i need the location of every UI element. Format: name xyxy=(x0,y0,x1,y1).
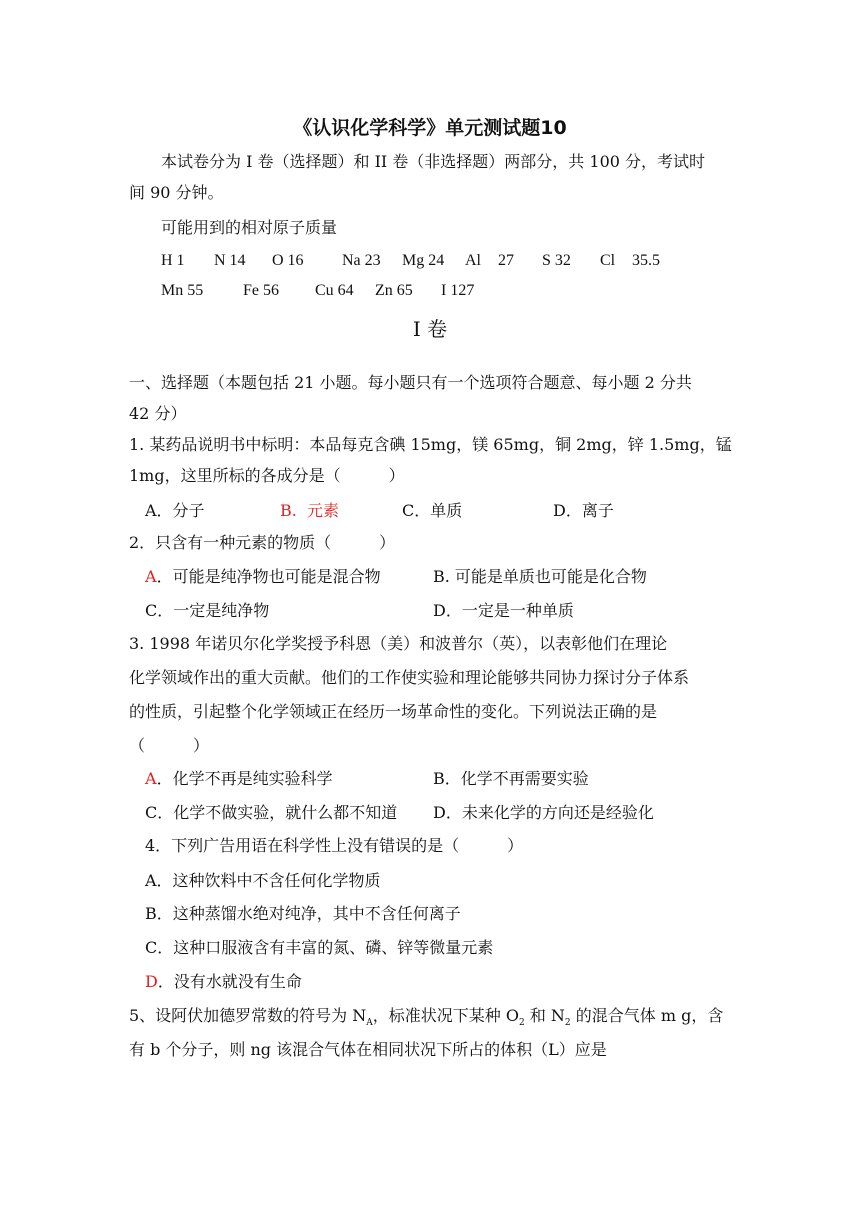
q2-option-b: B. 可能是单质也可能是化合物 xyxy=(433,567,647,586)
q4-option-a: A．这种饮料中不含任何化学物质 xyxy=(145,871,381,890)
q1-line-1: 1. 某药品说明书中标明：本品每克含碘 15mg，镁 65mg，铜 2mg，锌 1.5mg，锰 xyxy=(129,435,732,454)
q3-option-a xyxy=(145,768,333,790)
q4-option-c: C．这种口服液含有丰富的氮、磷、锌等微量元素 xyxy=(145,938,494,957)
mass-al: Al xyxy=(465,252,481,269)
q1-option-b-text: 元素 xyxy=(307,501,340,520)
q5-line-1 xyxy=(129,1005,723,1034)
part1-line-2: 42 分） xyxy=(129,404,187,423)
q4-stem: 4．下列广告用语在科学性上没有错误的是（ ） xyxy=(145,836,524,855)
q3-line-2: 化学领域作出的重大贡献。他们的工作使实验和理论能够共同协力探讨分子体系 xyxy=(129,668,690,687)
q3-line-1: 3. 1998 年诺贝尔化学奖授予科恩（美）和波普尔（英），以表彰他们在理论 xyxy=(129,634,668,653)
q4-option-d-letter: D xyxy=(145,972,158,991)
q5-line-2: 有 b 个分子，则 ng 该混合气体在相同状况下所占的体积（L）应是 xyxy=(129,1040,607,1059)
mass-o: O 16 xyxy=(272,252,304,269)
q3-line-4: （ ） xyxy=(129,736,210,755)
q2-option-c: C．一定是纯净物 xyxy=(145,601,270,620)
q5-sub-a: A xyxy=(366,1018,373,1029)
mass-mn: Mn 55 xyxy=(161,282,204,299)
q1-option-d: D．离子 xyxy=(553,501,614,520)
mass-h: H 1 xyxy=(161,252,185,269)
q2-option-d: D．一定是一种单质 xyxy=(433,601,574,620)
q3-line-3: 的性质，引起整个化学领域正在经历一场革命性的变化。下列说法正确的是 xyxy=(129,702,658,721)
q4-option-d-text: ．没有水就没有生命 xyxy=(157,972,302,991)
q5-sub-2a: 2 xyxy=(519,1018,525,1029)
q1-option-b-letter: B. xyxy=(280,501,297,520)
q5-text-2: ，标准状况下某种 O xyxy=(372,1006,519,1025)
q1-option-b xyxy=(280,500,339,522)
mass-n: N 14 xyxy=(214,252,246,269)
q4-option-d xyxy=(145,971,302,993)
q3-option-c: C．化学不做实验，就什么都不知道 xyxy=(145,803,398,822)
q2-option-a-text: ．可能是纯净物也可能是混合物 xyxy=(156,567,381,586)
mass-heading: 可能用到的相对原子质量 xyxy=(161,218,338,237)
document-title: 《认识化学科学》单元测试题10 xyxy=(293,117,567,139)
mass-mg: Mg 24 xyxy=(402,252,445,269)
q5-sub-2b: 2 xyxy=(564,1018,571,1029)
q1-option-c: C．单质 xyxy=(402,501,463,520)
mass-zn: Zn 65 xyxy=(375,282,413,299)
mass-cl: Cl xyxy=(600,252,616,269)
q2-option-a-letter: A xyxy=(145,567,157,586)
q2-option-a xyxy=(145,566,381,588)
mass-al-value: 27 xyxy=(498,252,514,269)
q3-option-d: D．未来化学的方向还是经验化 xyxy=(433,803,654,822)
q4-option-b: B．这种蒸馏水绝对纯净，其中不含任何离子 xyxy=(145,904,461,923)
q5-text-1: 5、设阿伏加德罗常数的符号为 N xyxy=(129,1006,367,1025)
q3-option-b: B．化学不再需要实验 xyxy=(433,769,589,788)
mass-s: S 32 xyxy=(542,252,571,269)
q3-option-a-text: ．化学不再是纯实验科学 xyxy=(156,769,333,788)
mass-i: I 127 xyxy=(441,282,475,299)
mass-na: Na 23 xyxy=(342,252,381,269)
intro-line-1: 本试卷分为 I 卷（选择题）和 II 卷（非选择题）两部分，共 100 分，考试时 xyxy=(161,152,706,171)
q1-option-a: A．分子 xyxy=(145,501,205,520)
section-title: I 卷 xyxy=(412,317,448,341)
mass-fe: Fe 56 xyxy=(243,282,279,299)
q3-option-a-letter: A xyxy=(145,769,157,788)
q5-text-4: 的混合气体 m g，含 xyxy=(570,1006,724,1025)
mass-cl-value: 35.5 xyxy=(632,252,660,269)
q2-stem: 2．只含有一种元素的物质（ ） xyxy=(129,533,396,552)
part1-line-1: 一、选择题（本题包括 21 小题。每小题只有一个选项符合题意、每小题 2 分共 xyxy=(129,373,692,392)
mass-cu: Cu 64 xyxy=(315,282,354,299)
intro-line-2: 间 90 分钟。 xyxy=(129,183,224,202)
q1-line-2: 1mg，这里所标的各成分是（ ） xyxy=(129,466,405,485)
q5-text-3: 和 N xyxy=(524,1006,565,1025)
